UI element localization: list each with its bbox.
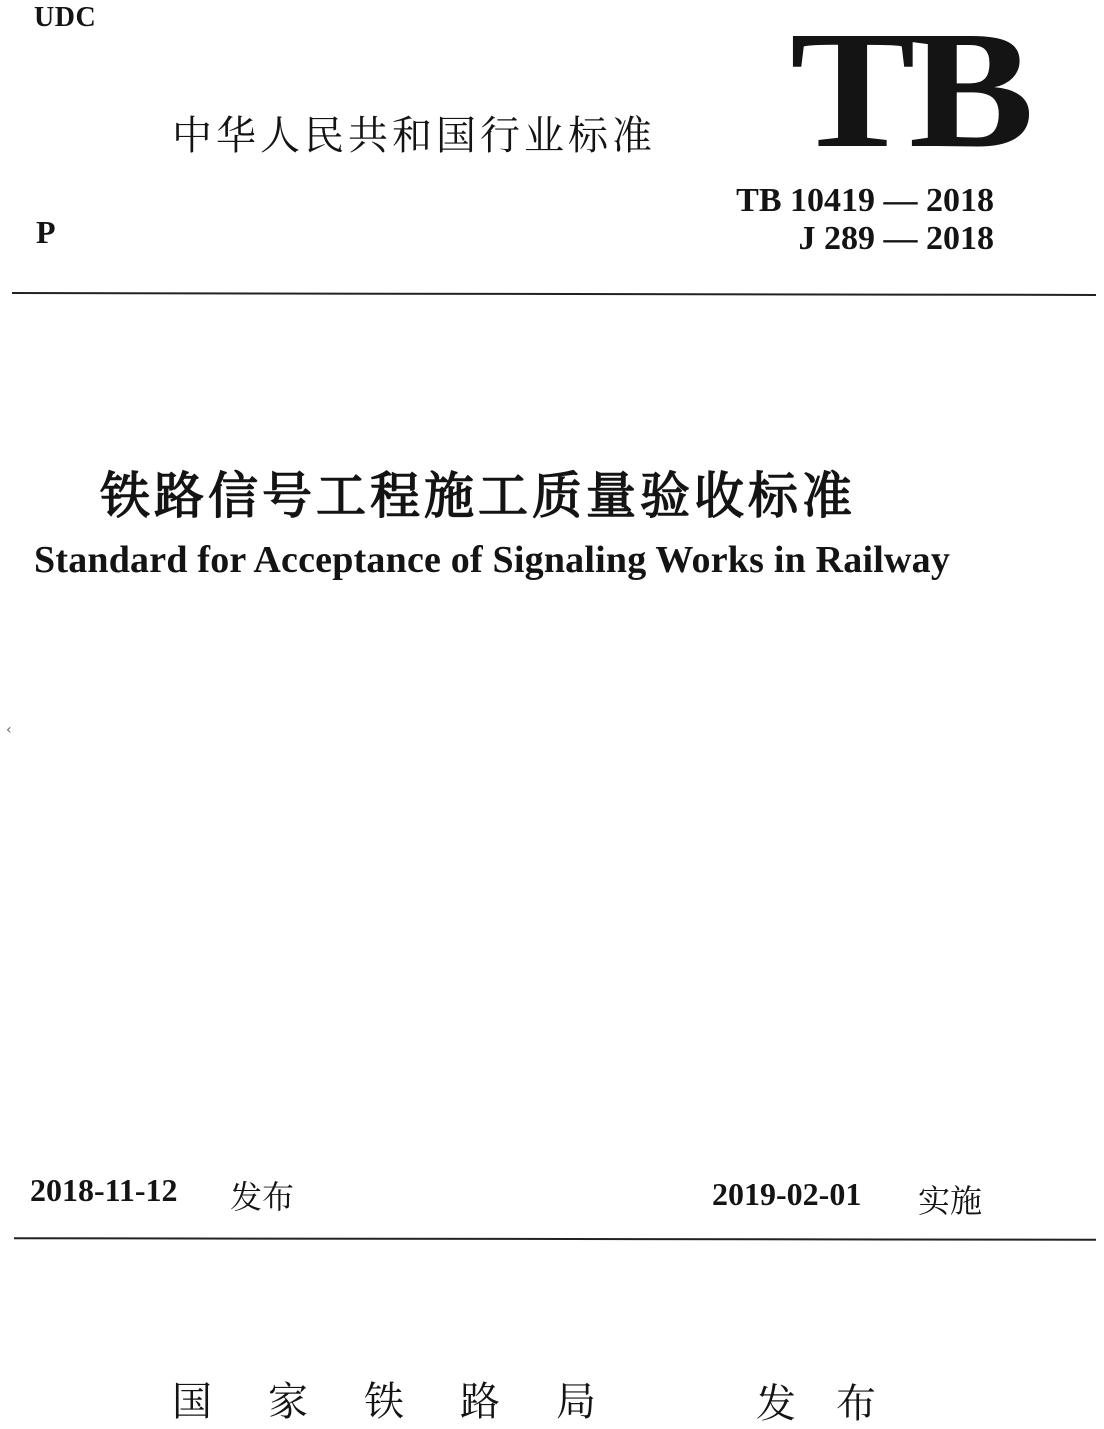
title-chinese: 铁路信号工程施工质量验收标准 [100, 467, 856, 525]
filing-number: J 289 — 2018 [798, 220, 994, 257]
standard-category: 中华人民共和国行业标准 [172, 113, 656, 159]
issue-label: 发布 [230, 1178, 295, 1216]
tb-logo: TB [790, 0, 1028, 183]
publish-label: 发布 [756, 1381, 916, 1427]
standard-number: TB 10419 — 2018 [736, 182, 994, 219]
bottom-divider [14, 1237, 1096, 1241]
udc-label: UDC [34, 2, 97, 33]
margin-mark: ‹ [6, 722, 12, 738]
publisher-name: 国家铁路局 [172, 1379, 652, 1425]
issue-date: 2018-11-12 [30, 1172, 178, 1208]
title-english: Standard for Acceptance of Signaling Works in Railway [34, 539, 951, 581]
implement-label: 实施 [918, 1182, 983, 1220]
implement-date: 2019-02-01 [712, 1176, 862, 1212]
classification-code: P [36, 214, 56, 250]
top-divider [12, 292, 1096, 296]
